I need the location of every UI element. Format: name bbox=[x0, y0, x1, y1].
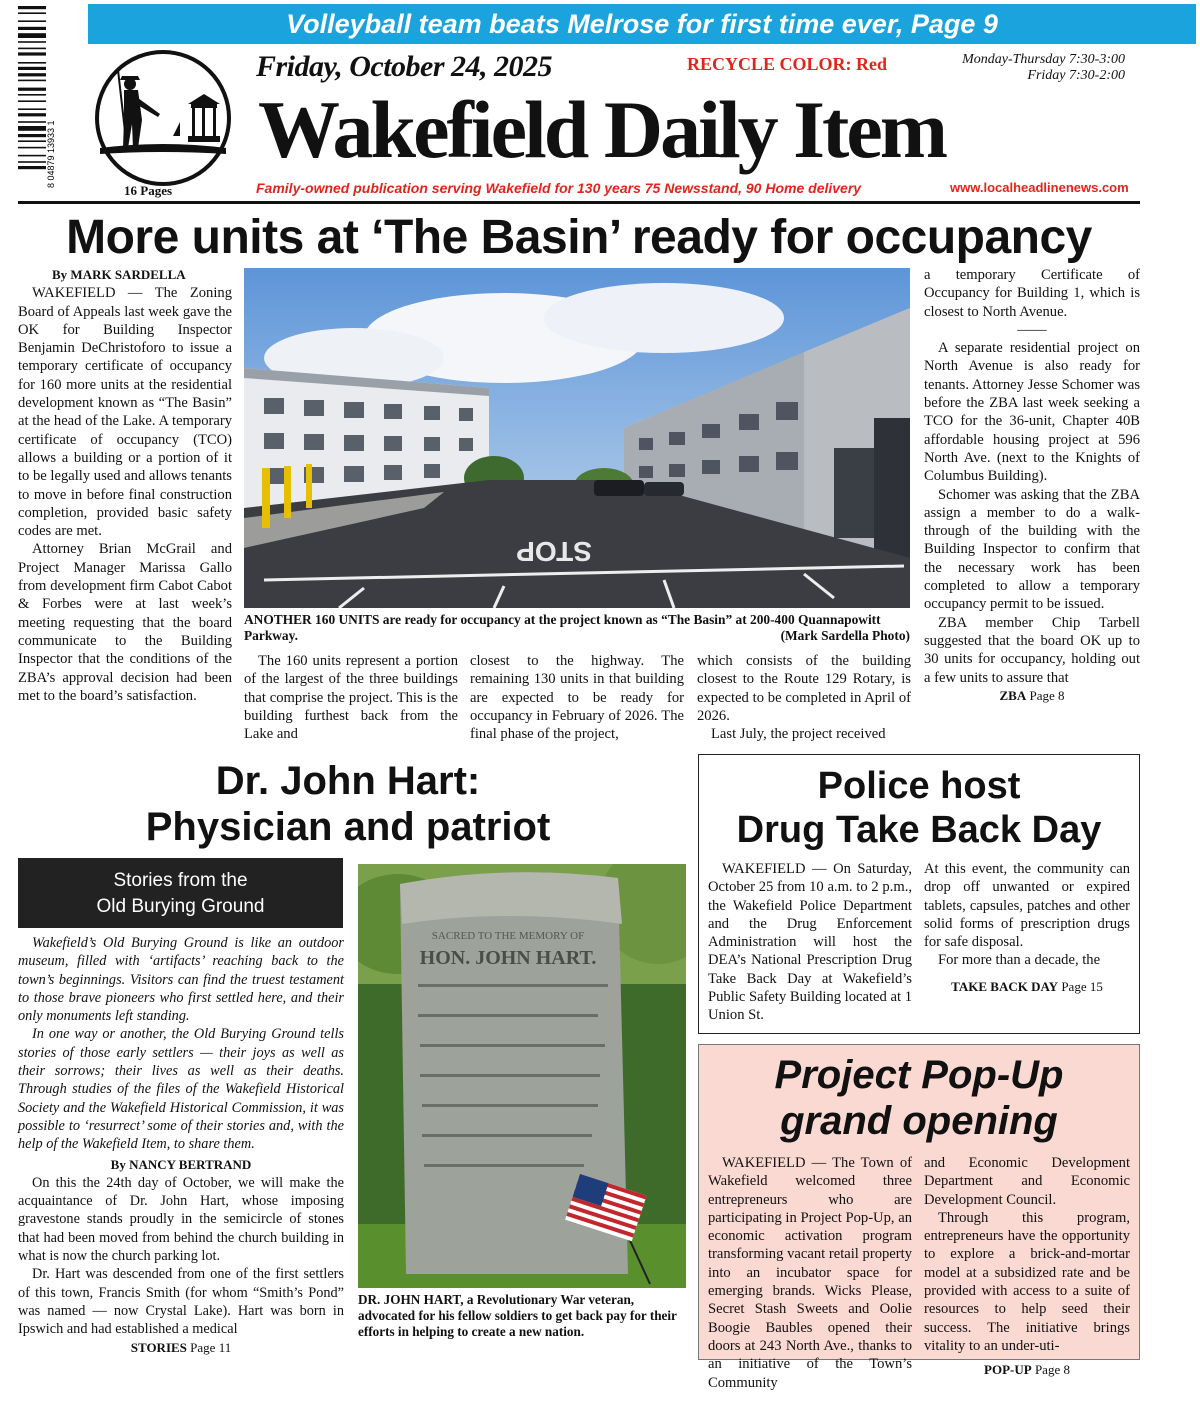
basin-photo-credit: (Mark Sardella Photo) bbox=[780, 628, 910, 643]
basin-caption-text: ANOTHER 160 UNITS are ready for occupancy at the project known as “The Basin” at 200-400 Quannapowitt Parkway. bbox=[244, 612, 881, 643]
jump-label: TAKE BACK DAY bbox=[951, 978, 1059, 994]
barcode-bar bbox=[18, 108, 46, 110]
police-jump-link[interactable] bbox=[924, 978, 1130, 996]
popup-jump-link[interactable] bbox=[924, 1361, 1130, 1379]
basin-caption bbox=[244, 612, 910, 644]
barcode-bar bbox=[18, 52, 46, 55]
tagline: Family-owned publication serving Wakefield for 130 years 75 Newsstand, 90 Home delivery bbox=[256, 180, 862, 196]
barcode-bar bbox=[18, 80, 46, 82]
police-paragraph: At this event, the community can drop off unwanted or expired tablets, capsules, patches and other solid forms of prescription drugs for safe disposal. bbox=[924, 861, 1130, 951]
popup-paragraph: Through this program, entrepreneurs have the opportunity to explore a brick-and-mortar model at a subsidized rate and be provided with access to a suite of resources to help seed their success. The initiative brings vitality to an under-uti- bbox=[924, 1209, 1130, 1354]
hart-intro-paragraph: In one way or another, the Old Burying Ground tells stories of those early settlers — their joys as well as their sorrows; their lives as well as their deaths. Through studies of the files of the Wakefield Historical Society and the Wakefield Historical Commission, it was possible to ‘resurrect’ some of their stories and, with the help of the Wakefield Item, to share them. bbox=[18, 1026, 344, 1153]
jump-page: Page 11 bbox=[190, 1339, 232, 1355]
hart-paragraph: On this the 24th day of October, we will make the acquaintance of Dr. John Hart, whose imposing gravestone stands proudly in the semicircle of stones that had been moved from behind the church building in what is now the church parking lot. bbox=[18, 1174, 344, 1265]
hart-headline-line1: Dr. John Hart: bbox=[215, 759, 481, 803]
basin-column-2 bbox=[244, 652, 458, 743]
jump-page: Page 15 bbox=[1061, 978, 1103, 994]
barcode-bar bbox=[18, 140, 46, 142]
barcode-bar bbox=[18, 67, 46, 70]
popup-headline[interactable] bbox=[698, 1052, 1140, 1144]
top-banner-headline[interactable]: Volleyball team beats Melrose for first time ever, Page 9 bbox=[88, 4, 1196, 44]
basin-paragraph: which consists of the building closest to the Route 129 Rotary, is expected to be completed in April of 2026. bbox=[697, 653, 911, 724]
basin-column-5 bbox=[924, 266, 1140, 705]
police-headline[interactable] bbox=[698, 764, 1140, 852]
popup-paragraph: WAKEFIELD — The Town of Wakefield welcomed three entrepreneurs who are participating in Project Pop-Up, an economic activation program transforming vacant retail property into an incubator space for emerging brands. Wicks Please, Secret Stash Sweets and Oolie Boogie Baubles opened their doors at 243 North Ave., thanks to an initiative of the Town’s Community bbox=[708, 1155, 912, 1391]
basin-headline[interactable]: More units at ‘The Basin’ ready for occupancy bbox=[66, 211, 1092, 264]
police-paragraph: For more than a decade, the bbox=[938, 952, 1101, 969]
basin-paragraph: ZBA member Chip Tarbell suggested that the board OK up to 30 units for occupancy, holding out a few units to assure that bbox=[924, 614, 1140, 686]
barcode-bar bbox=[18, 161, 46, 163]
hart-paragraph: Dr. Hart was descended from one of the first settlers of this town, Francis Smith (for whom “Smith’s Pond” was named — now Crystal Lake). Hart was born in Ipswich and had established a medical bbox=[18, 1266, 344, 1338]
hart-intro-paragraph: Wakefield’s Old Burying Ground is like an outdoor museum, filled with ‘artifacts’ reaching back to the town’s beginnings. Visitors can find the truest testament to those brave pioneers who first settled here, and their only monuments left standing. bbox=[18, 935, 344, 1025]
basin-column-1 bbox=[18, 266, 232, 705]
website-link[interactable]: www.localheadlinenews.com bbox=[950, 180, 1129, 195]
basin-paragraph: Last July, the project received bbox=[711, 726, 886, 743]
series-label-box bbox=[18, 858, 343, 928]
barcode-bar bbox=[18, 12, 46, 14]
gravestone-caption: DR. JOHN HART, a Revolutionary War veteran, advocated for his fellow soldiers to get back pay for their efforts in helping to create a new nation. bbox=[358, 1292, 677, 1339]
basin-paragraph: The 160 units represent a portion of the largest of the three buildings that comprise the project. This is the building furthest back from the Lake and bbox=[244, 653, 458, 743]
hours-friday: Friday 7:30-2:00 bbox=[1027, 68, 1125, 83]
barcode-bar bbox=[18, 33, 46, 38]
basin-paragraph: a temporary Certificate of Occupancy for Building 1, which is closest to North Avenue. bbox=[924, 267, 1140, 320]
jump-label: STORIES bbox=[130, 1339, 187, 1355]
jump-label: ZBA bbox=[999, 687, 1027, 703]
barcode-number: 8 04879 13933 1 bbox=[46, 120, 56, 188]
popup-headline-line2: grand opening bbox=[780, 1099, 1058, 1143]
basin-column-4 bbox=[697, 652, 911, 743]
barcode-graphic bbox=[18, 2, 58, 192]
police-column-1 bbox=[708, 860, 912, 1025]
recycle-color: RECYCLE COLOR: Red bbox=[687, 54, 888, 74]
popup-column-1 bbox=[708, 1154, 912, 1392]
hart-jump-link[interactable] bbox=[18, 1339, 344, 1357]
jump-page: Page 8 bbox=[1029, 687, 1065, 703]
barcode bbox=[18, 2, 58, 192]
barcode-bar bbox=[18, 41, 46, 43]
barcode-bar bbox=[18, 94, 46, 96]
barcode-bar bbox=[18, 126, 46, 131]
barcode-bar bbox=[18, 27, 46, 30]
hart-headline-line2: Physician and patriot bbox=[145, 805, 551, 849]
gravestone-inscription-line: SACRED TO THE MEMORY OF bbox=[431, 930, 585, 942]
issue-date: Friday, October 24, 2025 bbox=[256, 50, 553, 83]
basin-paragraph: Schomer was asking that the ZBA assign a member to do a walk-through of the building with the Building Inspector to confirm that the necessary work has been completed to allow a temporary occupancy permit to be issued. bbox=[924, 486, 1140, 613]
basin-paragraph: A separate residential project on North Avenue is also ready for tenants. Attorney Jesse Schomer was before the ZBA last week seeking a TCO for the 36-unit, Chapter 40B affordable housing project at 596 North Ave. (next to the Knights of Columbus Building). bbox=[924, 340, 1140, 485]
series-label-line2: Old Burying Ground bbox=[96, 896, 265, 917]
office-hours bbox=[950, 52, 1125, 84]
basin-paragraph: closest to the highway. The remaining 130 units in that building are expected to be ready for occupancy in February of 2026. The final phase of the project, bbox=[470, 653, 684, 743]
popup-headline-line1: Project Pop-Up bbox=[774, 1053, 1064, 1097]
barcode-bar bbox=[18, 62, 46, 64]
barcode-bar bbox=[18, 100, 46, 102]
barcode-bar bbox=[18, 121, 46, 123]
hart-headline[interactable] bbox=[18, 758, 678, 850]
hart-byline: By NANCY BERTRAND bbox=[110, 1156, 252, 1172]
basin-paragraph: Attorney Brian McGrail and Project Manager Marissa Gallo from development firm Cabot Cabot & Forbes were at last week’s meeting requesting that the board communicate to the Building Inspector that the conditions of the ZBA’s approval decision had been met to the board’s satisfaction. bbox=[18, 541, 232, 704]
jump-page: Page 8 bbox=[1034, 1362, 1070, 1378]
minuteman-logo bbox=[88, 50, 238, 190]
barcode-bar bbox=[18, 134, 46, 137]
basin-photo bbox=[244, 268, 910, 608]
masthead-rule bbox=[18, 201, 1140, 204]
barcode-bar bbox=[18, 73, 46, 76]
gravestone-photo bbox=[358, 864, 686, 1288]
police-column-2 bbox=[924, 860, 1130, 996]
popup-paragraph: and Economic Development Department and Economic Development Council. bbox=[924, 1155, 1130, 1208]
hours-weekday: Monday-Thursday 7:30-3:00 bbox=[962, 52, 1125, 67]
barcode-bar bbox=[18, 20, 46, 22]
basin-column-3 bbox=[470, 652, 684, 743]
barcode-bar bbox=[18, 48, 46, 50]
barcode-bar bbox=[18, 147, 46, 149]
stop-road-marking: STOP bbox=[516, 536, 592, 567]
hart-column bbox=[18, 934, 344, 1357]
barcode-bar bbox=[18, 113, 46, 116]
section-divider: —— bbox=[1017, 321, 1047, 338]
basin-byline: By MARK SARDELLA bbox=[52, 267, 186, 282]
jump-label: POP-UP bbox=[984, 1362, 1032, 1378]
page-count: 16 Pages bbox=[124, 183, 173, 198]
police-headline-line1: Police host bbox=[817, 765, 1021, 807]
barcode-bar bbox=[18, 155, 46, 157]
barcode-bar bbox=[18, 166, 46, 169]
basin-paragraph: WAKEFIELD — The Zoning Board of Appeals last week gave the OK for Building Inspector Benjamin DeChristoforo to issue a temporary certificate of occupancy for 160 more units at the residential development known as “The Basin” at the head of the Lake. A temporary certificate of occupancy (TCO) allows a building or a portion of it to be legally used and allows tenants to move in before final construction completion, provided basic safety codes are met. bbox=[18, 285, 232, 540]
barcode-bar bbox=[18, 88, 46, 91]
gravestone-inscription-line: HON. JOHN HART. bbox=[419, 947, 597, 969]
police-paragraph: WAKEFIELD — On Saturday, October 25 from 10 a.m. to 2 p.m., the Wakefield Police Department and the Drug Enforcement Administration will host the DEA’s National Prescription Drug Take Back Day at Wakefield’s Public Safety Building located at 1 Union St. bbox=[708, 861, 912, 1024]
police-headline-line2: Drug Take Back Day bbox=[736, 809, 1102, 851]
popup-column-2 bbox=[924, 1154, 1130, 1380]
series-label-line1: Stories from the bbox=[113, 870, 248, 891]
barcode-bar bbox=[18, 6, 46, 9]
basin-jump-link[interactable] bbox=[924, 687, 1140, 705]
masthead-title: Wakefield Daily Item bbox=[258, 84, 946, 175]
